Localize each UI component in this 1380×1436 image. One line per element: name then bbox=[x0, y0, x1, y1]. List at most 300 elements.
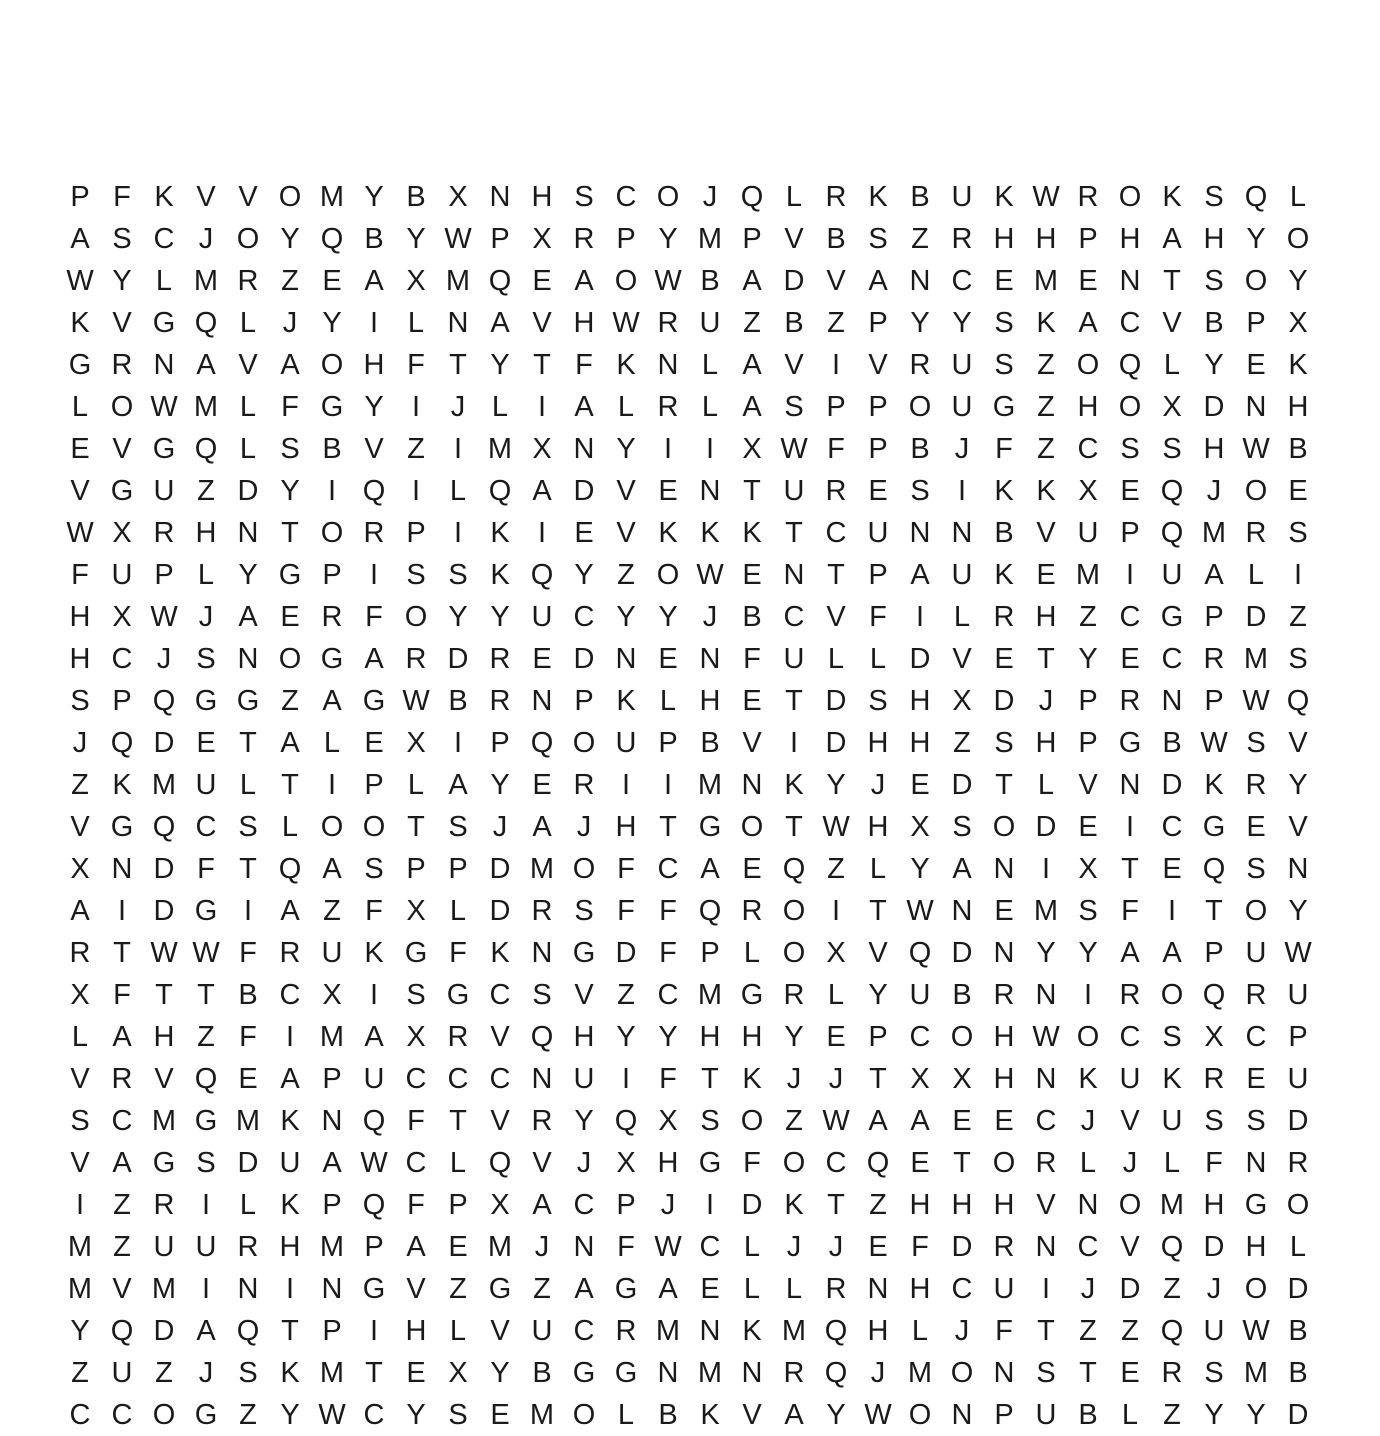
letter-cell[interactable]: E bbox=[1288, 474, 1308, 507]
letter-cell[interactable]: K bbox=[490, 558, 510, 591]
letter-cell[interactable]: Y bbox=[826, 1398, 846, 1431]
letter-cell[interactable]: N bbox=[1119, 264, 1141, 297]
letter-cell[interactable]: Y bbox=[490, 1356, 510, 1389]
letter-cell[interactable]: L bbox=[701, 348, 719, 381]
letter-cell[interactable]: V bbox=[490, 1020, 510, 1053]
letter-cell[interactable]: J bbox=[1206, 474, 1222, 507]
letter-cell[interactable]: Y bbox=[1288, 768, 1308, 801]
letter-cell[interactable]: A bbox=[868, 1104, 888, 1137]
letter-cell[interactable]: A bbox=[742, 264, 762, 297]
letter-cell[interactable]: A bbox=[532, 1188, 552, 1221]
letter-cell[interactable]: W bbox=[654, 1230, 682, 1263]
letter-cell[interactable]: I bbox=[1167, 894, 1177, 927]
letter-cell[interactable]: H bbox=[1035, 600, 1057, 633]
letter-cell[interactable]: O bbox=[320, 810, 344, 843]
letter-cell[interactable]: P bbox=[616, 222, 636, 255]
letter-cell[interactable]: G bbox=[194, 1104, 218, 1137]
letter-cell[interactable]: F bbox=[617, 852, 635, 885]
letter-cell[interactable]: P bbox=[868, 1020, 888, 1053]
letter-cell[interactable]: N bbox=[615, 642, 637, 675]
letter-cell[interactable]: Y bbox=[574, 558, 594, 591]
letter-cell[interactable]: T bbox=[449, 1104, 467, 1137]
letter-cell[interactable]: V bbox=[1036, 1188, 1056, 1221]
letter-cell[interactable]: S bbox=[70, 684, 90, 717]
letter-cell[interactable]: G bbox=[572, 936, 596, 969]
letter-cell[interactable]: P bbox=[658, 726, 678, 759]
letter-cell[interactable]: Z bbox=[197, 1020, 215, 1053]
letter-cell[interactable]: L bbox=[449, 1314, 467, 1347]
letter-cell[interactable]: S bbox=[448, 810, 468, 843]
letter-cell[interactable]: J bbox=[282, 306, 298, 339]
letter-cell[interactable]: A bbox=[70, 894, 90, 927]
letter-cell[interactable]: R bbox=[1203, 1062, 1225, 1095]
letter-cell[interactable]: C bbox=[111, 1398, 133, 1431]
letter-cell[interactable]: F bbox=[365, 600, 383, 633]
letter-cell[interactable]: G bbox=[740, 978, 764, 1011]
letter-cell[interactable]: T bbox=[281, 768, 299, 801]
letter-cell[interactable]: Y bbox=[112, 264, 132, 297]
letter-cell[interactable]: M bbox=[1075, 558, 1101, 591]
letter-cell[interactable]: I bbox=[705, 1188, 715, 1221]
letter-cell[interactable]: V bbox=[574, 978, 594, 1011]
letter-cell[interactable]: P bbox=[868, 432, 888, 465]
letter-cell[interactable]: C bbox=[1077, 432, 1099, 465]
letter-cell[interactable]: Q bbox=[488, 264, 512, 297]
letter-cell[interactable]: Y bbox=[574, 1104, 594, 1137]
letter-cell[interactable]: P bbox=[1078, 684, 1098, 717]
letter-cell[interactable]: Z bbox=[113, 1230, 131, 1263]
letter-cell[interactable]: G bbox=[194, 894, 218, 927]
letter-cell[interactable]: Z bbox=[197, 474, 215, 507]
letter-cell[interactable]: F bbox=[71, 558, 89, 591]
letter-cell[interactable]: S bbox=[364, 852, 384, 885]
letter-cell[interactable]: W bbox=[654, 264, 682, 297]
letter-cell[interactable]: E bbox=[742, 558, 762, 591]
letter-cell[interactable]: Z bbox=[1121, 1314, 1139, 1347]
letter-cell[interactable]: R bbox=[153, 516, 175, 549]
letter-cell[interactable]: F bbox=[239, 936, 257, 969]
letter-cell[interactable]: O bbox=[782, 936, 806, 969]
letter-cell[interactable]: Q bbox=[152, 684, 176, 717]
letter-cell[interactable]: E bbox=[70, 432, 90, 465]
letter-cell[interactable]: E bbox=[322, 264, 342, 297]
letter-cell[interactable]: K bbox=[1036, 474, 1056, 507]
letter-cell[interactable]: L bbox=[407, 768, 425, 801]
letter-cell[interactable]: L bbox=[785, 1272, 803, 1305]
letter-cell[interactable]: Y bbox=[406, 1398, 426, 1431]
letter-cell[interactable]: O bbox=[782, 894, 806, 927]
letter-cell[interactable]: M bbox=[151, 1104, 177, 1137]
letter-cell[interactable]: I bbox=[369, 978, 379, 1011]
letter-cell[interactable]: E bbox=[448, 1230, 468, 1263]
letter-cell[interactable]: M bbox=[319, 180, 345, 213]
letter-cell[interactable]: W bbox=[150, 390, 178, 423]
letter-cell[interactable]: R bbox=[657, 390, 679, 423]
letter-cell[interactable]: R bbox=[489, 684, 511, 717]
letter-cell[interactable]: I bbox=[201, 1188, 211, 1221]
letter-cell[interactable]: S bbox=[1204, 1356, 1224, 1389]
letter-cell[interactable]: C bbox=[489, 1062, 511, 1095]
letter-cell[interactable]: R bbox=[741, 894, 763, 927]
letter-cell[interactable]: Q bbox=[278, 852, 302, 885]
letter-cell[interactable]: Z bbox=[449, 1272, 467, 1305]
letter-cell[interactable]: O bbox=[950, 1356, 974, 1389]
letter-cell[interactable]: Q bbox=[1202, 852, 1226, 885]
letter-cell[interactable]: V bbox=[868, 348, 888, 381]
letter-cell[interactable]: I bbox=[369, 558, 379, 591]
letter-cell[interactable]: K bbox=[700, 516, 720, 549]
letter-cell[interactable]: M bbox=[1033, 894, 1059, 927]
letter-cell[interactable]: C bbox=[825, 516, 847, 549]
letter-cell[interactable]: E bbox=[868, 1230, 888, 1263]
letter-cell[interactable]: Y bbox=[658, 1020, 678, 1053]
letter-cell[interactable]: K bbox=[112, 768, 132, 801]
letter-cell[interactable]: D bbox=[993, 684, 1015, 717]
letter-cell[interactable]: F bbox=[113, 978, 131, 1011]
letter-cell[interactable]: V bbox=[196, 180, 216, 213]
letter-cell[interactable]: U bbox=[153, 1230, 175, 1263]
letter-cell[interactable]: E bbox=[868, 474, 888, 507]
letter-cell[interactable]: J bbox=[702, 600, 718, 633]
letter-cell[interactable]: N bbox=[657, 348, 679, 381]
letter-cell[interactable]: L bbox=[1079, 1146, 1097, 1179]
letter-cell[interactable]: D bbox=[447, 642, 469, 675]
letter-cell[interactable]: M bbox=[193, 264, 219, 297]
letter-cell[interactable]: T bbox=[365, 1356, 383, 1389]
letter-cell[interactable]: Q bbox=[236, 1314, 260, 1347]
letter-cell[interactable]: V bbox=[1162, 306, 1182, 339]
letter-cell[interactable]: J bbox=[1080, 1104, 1096, 1137]
letter-cell[interactable]: X bbox=[910, 810, 930, 843]
letter-cell[interactable]: E bbox=[532, 768, 552, 801]
letter-cell[interactable]: Q bbox=[110, 726, 134, 759]
letter-cell[interactable]: I bbox=[369, 1314, 379, 1347]
letter-cell[interactable]: L bbox=[323, 726, 341, 759]
letter-cell[interactable]: N bbox=[447, 306, 469, 339]
letter-cell[interactable]: T bbox=[113, 936, 131, 969]
letter-cell[interactable]: E bbox=[1246, 348, 1266, 381]
letter-cell[interactable]: U bbox=[111, 558, 133, 591]
letter-cell[interactable]: K bbox=[1204, 768, 1224, 801]
letter-cell[interactable]: O bbox=[908, 1398, 932, 1431]
letter-cell[interactable]: N bbox=[237, 642, 259, 675]
letter-cell[interactable]: S bbox=[1078, 894, 1098, 927]
letter-cell[interactable]: Q bbox=[530, 558, 554, 591]
letter-cell[interactable]: Z bbox=[1037, 390, 1055, 423]
letter-cell[interactable]: L bbox=[239, 432, 257, 465]
letter-cell[interactable]: R bbox=[531, 894, 553, 927]
letter-cell[interactable]: K bbox=[616, 348, 636, 381]
letter-cell[interactable]: T bbox=[239, 726, 257, 759]
letter-cell[interactable]: K bbox=[784, 1188, 804, 1221]
letter-cell[interactable]: S bbox=[406, 558, 426, 591]
letter-cell[interactable]: L bbox=[617, 1398, 635, 1431]
letter-cell[interactable]: U bbox=[1287, 978, 1309, 1011]
letter-cell[interactable]: A bbox=[868, 264, 888, 297]
letter-cell[interactable]: B bbox=[1288, 1314, 1308, 1347]
letter-cell[interactable]: H bbox=[867, 810, 889, 843]
letter-cell[interactable]: P bbox=[112, 684, 132, 717]
letter-cell[interactable]: Y bbox=[784, 1020, 804, 1053]
letter-cell[interactable]: T bbox=[407, 810, 425, 843]
letter-cell[interactable]: R bbox=[1077, 180, 1099, 213]
letter-cell[interactable]: P bbox=[322, 558, 342, 591]
letter-cell[interactable]: M bbox=[697, 768, 723, 801]
letter-cell[interactable]: C bbox=[909, 1020, 931, 1053]
letter-cell[interactable]: N bbox=[741, 1356, 763, 1389]
letter-cell[interactable]: X bbox=[406, 264, 426, 297]
letter-cell[interactable]: V bbox=[532, 1146, 552, 1179]
letter-cell[interactable]: H bbox=[195, 516, 217, 549]
letter-cell[interactable]: W bbox=[780, 432, 808, 465]
letter-cell[interactable]: S bbox=[1246, 852, 1266, 885]
letter-cell[interactable]: N bbox=[1245, 1146, 1267, 1179]
letter-cell[interactable]: M bbox=[319, 1020, 345, 1053]
letter-cell[interactable]: O bbox=[1076, 1020, 1100, 1053]
letter-cell[interactable]: H bbox=[909, 1188, 931, 1221]
letter-cell[interactable]: M bbox=[697, 222, 723, 255]
letter-cell[interactable]: U bbox=[1161, 1104, 1183, 1137]
letter-cell[interactable]: Y bbox=[826, 768, 846, 801]
letter-cell[interactable]: N bbox=[1245, 390, 1267, 423]
letter-cell[interactable]: M bbox=[67, 1230, 93, 1263]
letter-cell[interactable]: A bbox=[742, 348, 762, 381]
letter-cell[interactable]: P bbox=[868, 390, 888, 423]
letter-cell[interactable]: N bbox=[867, 1272, 889, 1305]
letter-cell[interactable]: K bbox=[1036, 306, 1056, 339]
letter-cell[interactable]: C bbox=[363, 1398, 385, 1431]
letter-cell[interactable]: N bbox=[1287, 852, 1309, 885]
letter-cell[interactable]: J bbox=[828, 1230, 844, 1263]
letter-cell[interactable]: N bbox=[657, 1356, 679, 1389]
letter-cell[interactable]: G bbox=[110, 810, 134, 843]
letter-cell[interactable]: Z bbox=[785, 1104, 803, 1137]
letter-cell[interactable]: U bbox=[279, 1146, 301, 1179]
letter-cell[interactable]: N bbox=[573, 432, 595, 465]
letter-cell[interactable]: S bbox=[574, 894, 594, 927]
letter-cell[interactable]: C bbox=[657, 852, 679, 885]
letter-cell[interactable]: Q bbox=[362, 1104, 386, 1137]
letter-cell[interactable]: V bbox=[784, 222, 804, 255]
letter-cell[interactable]: T bbox=[1079, 1356, 1097, 1389]
letter-cell[interactable]: N bbox=[993, 936, 1015, 969]
letter-cell[interactable]: I bbox=[117, 894, 127, 927]
letter-cell[interactable]: R bbox=[111, 1062, 133, 1095]
letter-cell[interactable]: Y bbox=[658, 222, 678, 255]
letter-cell[interactable]: H bbox=[993, 222, 1015, 255]
letter-cell[interactable]: N bbox=[741, 768, 763, 801]
letter-cell[interactable]: S bbox=[910, 474, 930, 507]
letter-cell[interactable]: Y bbox=[280, 222, 300, 255]
letter-cell[interactable]: M bbox=[529, 852, 555, 885]
letter-cell[interactable]: A bbox=[490, 306, 510, 339]
letter-cell[interactable]: D bbox=[153, 852, 175, 885]
letter-cell[interactable]: T bbox=[785, 810, 803, 843]
letter-cell[interactable]: E bbox=[490, 1398, 510, 1431]
letter-cell[interactable]: V bbox=[826, 264, 846, 297]
letter-cell[interactable]: P bbox=[994, 1398, 1014, 1431]
letter-cell[interactable]: R bbox=[657, 306, 679, 339]
letter-cell[interactable]: E bbox=[1162, 852, 1182, 885]
letter-cell[interactable]: B bbox=[448, 684, 468, 717]
letter-cell[interactable]: Y bbox=[364, 180, 384, 213]
letter-cell[interactable]: D bbox=[741, 1188, 763, 1221]
letter-cell[interactable]: F bbox=[365, 894, 383, 927]
letter-cell[interactable]: V bbox=[1288, 726, 1308, 759]
letter-cell[interactable]: O bbox=[1118, 1188, 1142, 1221]
letter-cell[interactable]: Z bbox=[407, 432, 425, 465]
letter-cell[interactable]: F bbox=[575, 348, 593, 381]
letter-cell[interactable]: F bbox=[659, 936, 677, 969]
letter-cell[interactable]: Q bbox=[824, 1314, 848, 1347]
letter-cell[interactable]: P bbox=[490, 726, 510, 759]
letter-cell[interactable]: P bbox=[364, 1230, 384, 1263]
letter-cell[interactable]: G bbox=[320, 642, 344, 675]
letter-cell[interactable]: P bbox=[322, 1062, 342, 1095]
letter-cell[interactable]: A bbox=[364, 642, 384, 675]
letter-cell[interactable]: N bbox=[153, 348, 175, 381]
letter-cell[interactable]: B bbox=[700, 726, 720, 759]
letter-cell[interactable]: I bbox=[243, 894, 253, 927]
letter-cell[interactable]: L bbox=[449, 894, 467, 927]
letter-cell[interactable]: Z bbox=[827, 852, 845, 885]
letter-cell[interactable]: N bbox=[1077, 1188, 1099, 1221]
letter-cell[interactable]: P bbox=[574, 684, 594, 717]
letter-cell[interactable]: G bbox=[68, 348, 92, 381]
letter-cell[interactable]: X bbox=[448, 1356, 468, 1389]
letter-cell[interactable]: Z bbox=[1163, 1398, 1181, 1431]
letter-cell[interactable]: N bbox=[699, 474, 721, 507]
letter-cell[interactable]: G bbox=[488, 1272, 512, 1305]
letter-cell[interactable]: V bbox=[1288, 810, 1308, 843]
letter-cell[interactable]: S bbox=[112, 222, 132, 255]
letter-cell[interactable]: L bbox=[1163, 348, 1181, 381]
letter-cell[interactable]: Z bbox=[281, 264, 299, 297]
letter-cell[interactable]: Q bbox=[530, 726, 554, 759]
letter-cell[interactable]: K bbox=[280, 1188, 300, 1221]
letter-cell[interactable]: S bbox=[574, 180, 594, 213]
letter-cell[interactable]: R bbox=[321, 600, 343, 633]
letter-cell[interactable]: Y bbox=[1036, 936, 1056, 969]
letter-cell[interactable]: R bbox=[909, 348, 931, 381]
letter-cell[interactable]: D bbox=[1119, 1272, 1141, 1305]
letter-cell[interactable]: Y bbox=[406, 222, 426, 255]
letter-cell[interactable]: D bbox=[573, 642, 595, 675]
letter-cell[interactable]: A bbox=[322, 1146, 342, 1179]
letter-cell[interactable]: Q bbox=[1160, 474, 1184, 507]
letter-cell[interactable]: W bbox=[360, 1146, 388, 1179]
letter-cell[interactable]: Y bbox=[70, 1314, 90, 1347]
letter-cell[interactable]: R bbox=[1245, 978, 1267, 1011]
letter-cell[interactable]: W bbox=[822, 1104, 850, 1137]
letter-cell[interactable]: H bbox=[531, 180, 553, 213]
letter-cell[interactable]: J bbox=[198, 600, 214, 633]
letter-cell[interactable]: Y bbox=[1246, 222, 1266, 255]
letter-cell[interactable]: J bbox=[198, 1356, 214, 1389]
letter-cell[interactable]: P bbox=[364, 768, 384, 801]
letter-cell[interactable]: A bbox=[280, 1062, 300, 1095]
letter-cell[interactable]: D bbox=[1287, 1272, 1309, 1305]
letter-cell[interactable]: Q bbox=[1202, 978, 1226, 1011]
letter-cell[interactable]: Z bbox=[1037, 348, 1055, 381]
letter-cell[interactable]: Y bbox=[952, 306, 972, 339]
letter-cell[interactable]: G bbox=[362, 1272, 386, 1305]
letter-cell[interactable]: R bbox=[237, 1230, 259, 1263]
letter-cell[interactable]: O bbox=[1286, 1188, 1310, 1221]
letter-cell[interactable]: S bbox=[1162, 1020, 1182, 1053]
letter-cell[interactable]: Z bbox=[281, 684, 299, 717]
letter-cell[interactable]: I bbox=[537, 516, 547, 549]
letter-cell[interactable]: R bbox=[1119, 978, 1141, 1011]
letter-cell[interactable]: R bbox=[153, 1188, 175, 1221]
letter-cell[interactable]: R bbox=[951, 222, 973, 255]
letter-cell[interactable]: O bbox=[152, 1398, 176, 1431]
letter-cell[interactable]: Q bbox=[1118, 348, 1142, 381]
letter-cell[interactable]: F bbox=[239, 1020, 257, 1053]
letter-cell[interactable]: M bbox=[193, 390, 219, 423]
letter-cell[interactable]: J bbox=[1080, 1272, 1096, 1305]
letter-cell[interactable]: U bbox=[867, 516, 889, 549]
letter-cell[interactable]: G bbox=[404, 936, 428, 969]
letter-cell[interactable]: H bbox=[1035, 222, 1057, 255]
letter-cell[interactable]: G bbox=[152, 1146, 176, 1179]
letter-cell[interactable]: A bbox=[574, 390, 594, 423]
letter-cell[interactable]: G bbox=[698, 1146, 722, 1179]
letter-cell[interactable]: S bbox=[1288, 516, 1308, 549]
letter-cell[interactable]: E bbox=[574, 516, 594, 549]
letter-cell[interactable]: U bbox=[951, 180, 973, 213]
letter-cell[interactable]: H bbox=[909, 726, 931, 759]
letter-cell[interactable]: L bbox=[617, 390, 635, 423]
letter-cell[interactable]: T bbox=[197, 978, 215, 1011]
letter-cell[interactable]: O bbox=[278, 642, 302, 675]
letter-cell[interactable]: C bbox=[1119, 600, 1141, 633]
letter-cell[interactable]: D bbox=[153, 1314, 175, 1347]
letter-cell[interactable]: U bbox=[615, 726, 637, 759]
letter-cell[interactable]: Q bbox=[1160, 1314, 1184, 1347]
letter-cell[interactable]: Y bbox=[1204, 1398, 1224, 1431]
letter-cell[interactable]: D bbox=[783, 264, 805, 297]
letter-cell[interactable]: K bbox=[994, 180, 1014, 213]
letter-cell[interactable]: O bbox=[1244, 1272, 1268, 1305]
letter-cell[interactable]: B bbox=[364, 222, 384, 255]
letter-cell[interactable]: T bbox=[869, 1062, 887, 1095]
letter-cell[interactable]: S bbox=[280, 432, 300, 465]
letter-cell[interactable]: G bbox=[1160, 600, 1184, 633]
letter-cell[interactable]: H bbox=[69, 600, 91, 633]
letter-cell[interactable]: G bbox=[614, 1356, 638, 1389]
letter-cell[interactable]: L bbox=[1289, 1230, 1307, 1263]
letter-cell[interactable]: Q bbox=[488, 474, 512, 507]
letter-cell[interactable]: G bbox=[194, 684, 218, 717]
letter-cell[interactable]: A bbox=[910, 558, 930, 591]
letter-cell[interactable]: J bbox=[954, 1314, 970, 1347]
letter-cell[interactable]: W bbox=[150, 936, 178, 969]
letter-cell[interactable]: A bbox=[280, 348, 300, 381]
letter-cell[interactable]: H bbox=[699, 684, 721, 717]
letter-cell[interactable]: J bbox=[702, 180, 718, 213]
letter-cell[interactable]: I bbox=[453, 516, 463, 549]
letter-cell[interactable]: A bbox=[196, 348, 216, 381]
letter-cell[interactable]: D bbox=[951, 1230, 973, 1263]
letter-cell[interactable]: E bbox=[280, 600, 300, 633]
letter-cell[interactable]: D bbox=[573, 474, 595, 507]
letter-cell[interactable]: O bbox=[362, 810, 386, 843]
letter-cell[interactable]: C bbox=[825, 1146, 847, 1179]
letter-cell[interactable]: U bbox=[783, 474, 805, 507]
letter-cell[interactable]: D bbox=[1035, 810, 1057, 843]
letter-cell[interactable]: Q bbox=[782, 852, 806, 885]
